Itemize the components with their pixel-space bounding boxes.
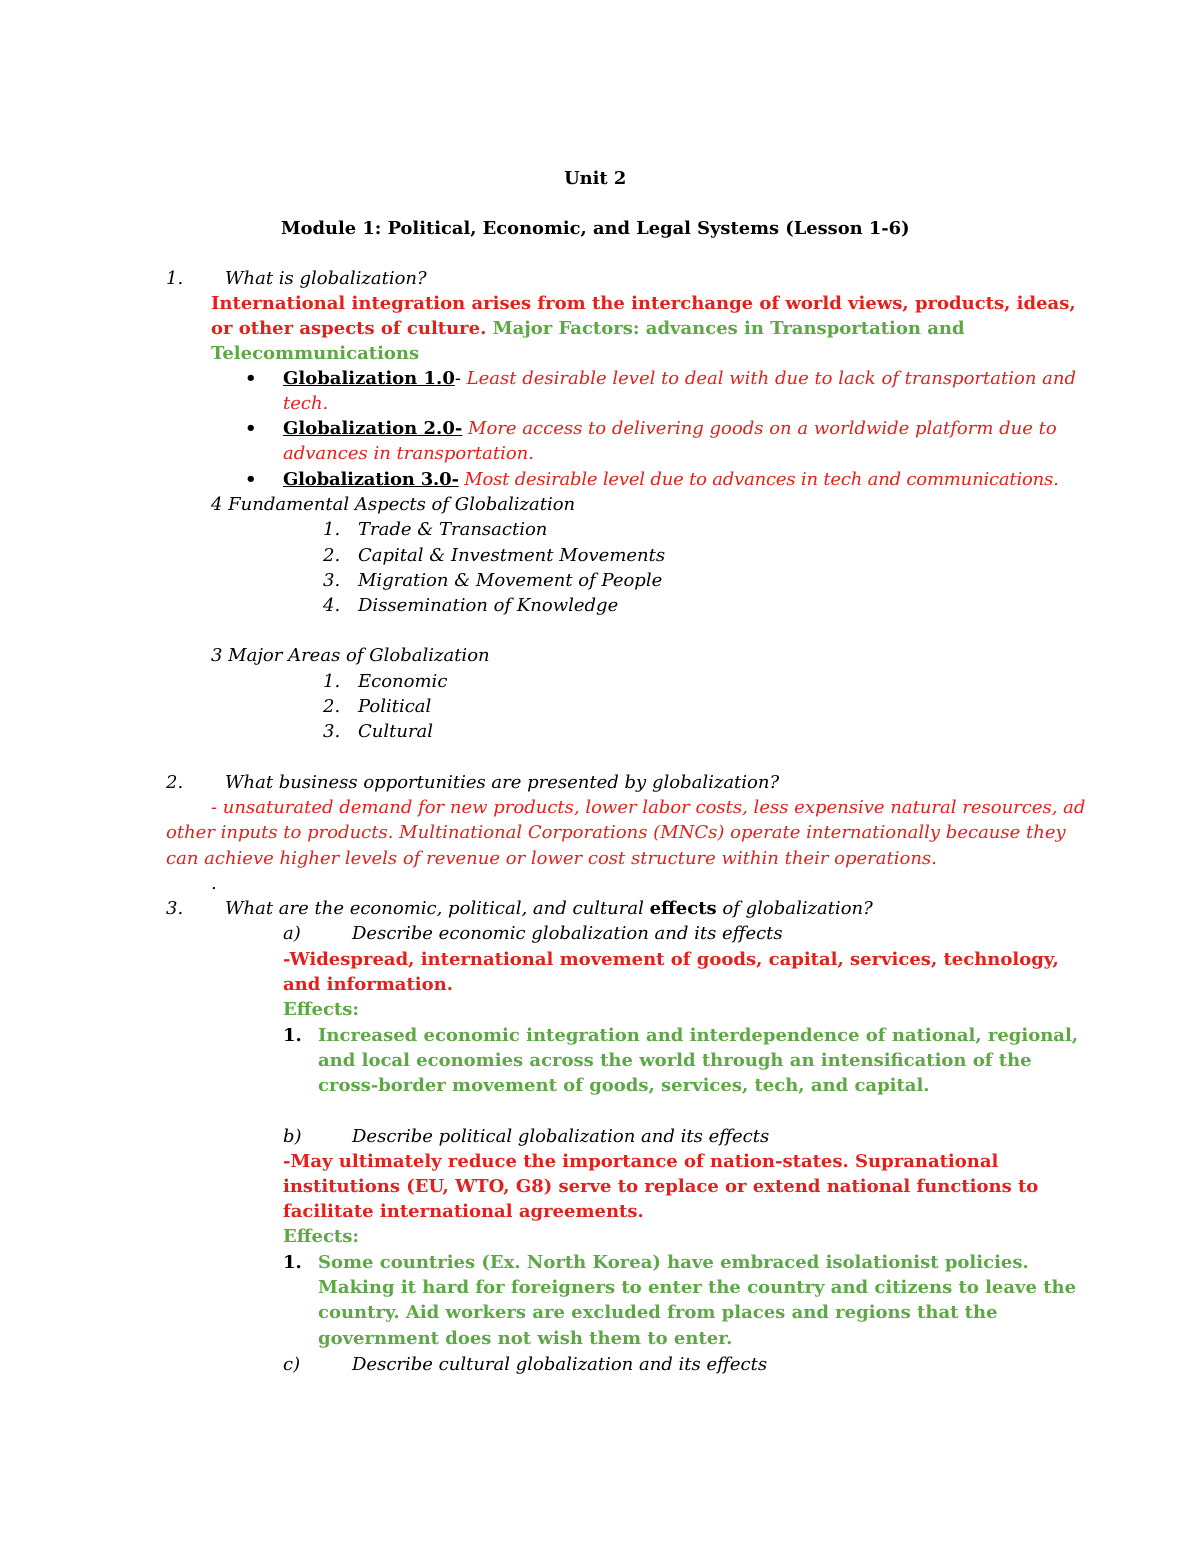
- q3-question-bold: effects: [649, 898, 717, 919]
- q3b-effect-line-2: Making it hard for foreigners to enter the country and citizens to leave the: [318, 1277, 1077, 1298]
- bullet-1-desc: Least desirable level to deal with due to lack of transportation and: [460, 368, 1076, 389]
- bullet-globalization-3: [283, 467, 1059, 492]
- q3b-effects-label: Effects:: [283, 1226, 359, 1247]
- q3b-effect-line-1: Some countries (Ex. North Korea) have embraced isolationist policies.: [318, 1252, 1029, 1273]
- q3b-answer-line-1: -May ultimately reduce the importance of nation-states. Supranational: [283, 1151, 999, 1172]
- q2-answer-line-1: - unsaturated demand for new products, lower labor costs, less expensive natural resources, ad: [211, 797, 1086, 818]
- bullet-3-desc: Most desirable level due to advances in tech and communications.: [458, 469, 1059, 490]
- q3b-answer-line-2: institutions (EU, WTO, G8) serve to replace or extend national functions to: [283, 1176, 1039, 1197]
- q3a-effect-line-1: Increased economic integration and interdependence of national, regional,: [318, 1025, 1079, 1046]
- q3b-label: b): [283, 1126, 302, 1147]
- area-num: 3.: [323, 721, 341, 742]
- bullet-2-term: Globalization 2.0-: [283, 418, 463, 439]
- q2-dot: .: [211, 873, 217, 894]
- area-num: 2.: [323, 696, 341, 717]
- q3-question-pre: What are the economic, political, and cultural: [225, 898, 650, 919]
- area-item: Economic: [358, 671, 448, 692]
- q3b-effect-line-3: country. Aid workers are excluded from places and regions that the: [318, 1302, 998, 1323]
- area-item: Cultural: [358, 721, 434, 742]
- bullet-2-desc: More access to delivering goods on a worldwide platform due to: [462, 418, 1057, 439]
- q3c-label: c): [283, 1354, 301, 1375]
- q3a-label: a): [283, 923, 301, 944]
- area-item: Political: [358, 696, 432, 717]
- q3a-effect-line-2: and local economies across the world through an intensification of the: [318, 1050, 1032, 1071]
- bullet-1-dash: -: [454, 368, 461, 389]
- q3c-prompt: Describe cultural globalization and its effects: [352, 1354, 768, 1375]
- areas-title: 3 Major Areas of Globalization: [211, 645, 490, 666]
- q3b-answer-line-3: facilitate international agreements.: [283, 1201, 644, 1222]
- q1-answer-line-1: International integration arises from the interchange of world views, products, ideas,: [211, 293, 1076, 314]
- aspect-num: 1.: [323, 519, 341, 540]
- q2-answer-line-2: other inputs to products. Multinational Corporations (MNCs) operate internationally because they: [166, 822, 1066, 843]
- document-title: Unit 2: [564, 168, 627, 189]
- q1-question: What is globalization?: [225, 268, 427, 289]
- bullet-icon: •: [245, 418, 257, 439]
- aspect-item: Trade & Transaction: [358, 519, 548, 540]
- q1-answer-line-2: [211, 316, 965, 341]
- bullet-globalization-2: [283, 416, 1057, 441]
- aspect-num: 4.: [323, 595, 341, 616]
- module-heading: Module 1: Political, Economic, and Legal Systems (Lesson 1-6): [280, 218, 910, 239]
- aspects-title: 4 Fundamental Aspects of Globalization: [211, 494, 576, 515]
- q1-number: 1.: [166, 268, 184, 289]
- bullet-icon: •: [245, 368, 257, 389]
- bullet-1-term: Globalization 1.0: [283, 368, 455, 389]
- q2-answer-line-3: can achieve higher levels of revenue or lower cost structure within their operations.: [166, 848, 937, 869]
- q3a-prompt: Describe economic globalization and its effects: [352, 923, 783, 944]
- q3a-answer-line-1: -Widespread, international movement of goods, capital, services, technology,: [283, 949, 1059, 970]
- bullet-icon: •: [245, 469, 257, 490]
- aspect-num: 2.: [323, 545, 341, 566]
- q3b-effect-line-4: government does not wish them to enter.: [318, 1328, 733, 1349]
- q3a-effects-label: Effects:: [283, 999, 359, 1020]
- q2-question: What business opportunities are presented by globalization?: [225, 772, 780, 793]
- q3-number: 3.: [166, 898, 184, 919]
- aspect-item: Capital & Investment Movements: [358, 545, 666, 566]
- aspect-num: 3.: [323, 570, 341, 591]
- q2-number: 2.: [166, 772, 184, 793]
- bullet-3-term: Globalization 3.0-: [283, 469, 459, 490]
- q3-question: [225, 896, 873, 921]
- q3b-effect-num: 1.: [283, 1252, 302, 1273]
- aspect-item: Migration & Movement of People: [358, 570, 663, 591]
- q3a-answer-line-2: and information.: [283, 974, 453, 995]
- q1-answer-line-3: Telecommunications: [211, 343, 420, 364]
- q3b-prompt: Describe political globalization and its effects: [352, 1126, 770, 1147]
- q1-answer-red-2: or other aspects of culture.: [211, 318, 487, 339]
- q3-question-post: of globalization?: [716, 898, 873, 919]
- area-num: 1.: [323, 671, 341, 692]
- aspect-item: Dissemination of Knowledge: [358, 595, 619, 616]
- bullet-globalization-1: [283, 366, 1076, 391]
- q3a-effect-num: 1.: [283, 1025, 302, 1046]
- q3a-effect-line-3: cross-border movement of goods, services, tech, and capital.: [318, 1075, 930, 1096]
- bullet-2-desc-cont: advances in transportation.: [283, 443, 534, 464]
- q1-answer-green-2: Major Factors: advances in Transportation and: [486, 318, 965, 339]
- bullet-1-desc-cont: tech.: [283, 393, 329, 414]
